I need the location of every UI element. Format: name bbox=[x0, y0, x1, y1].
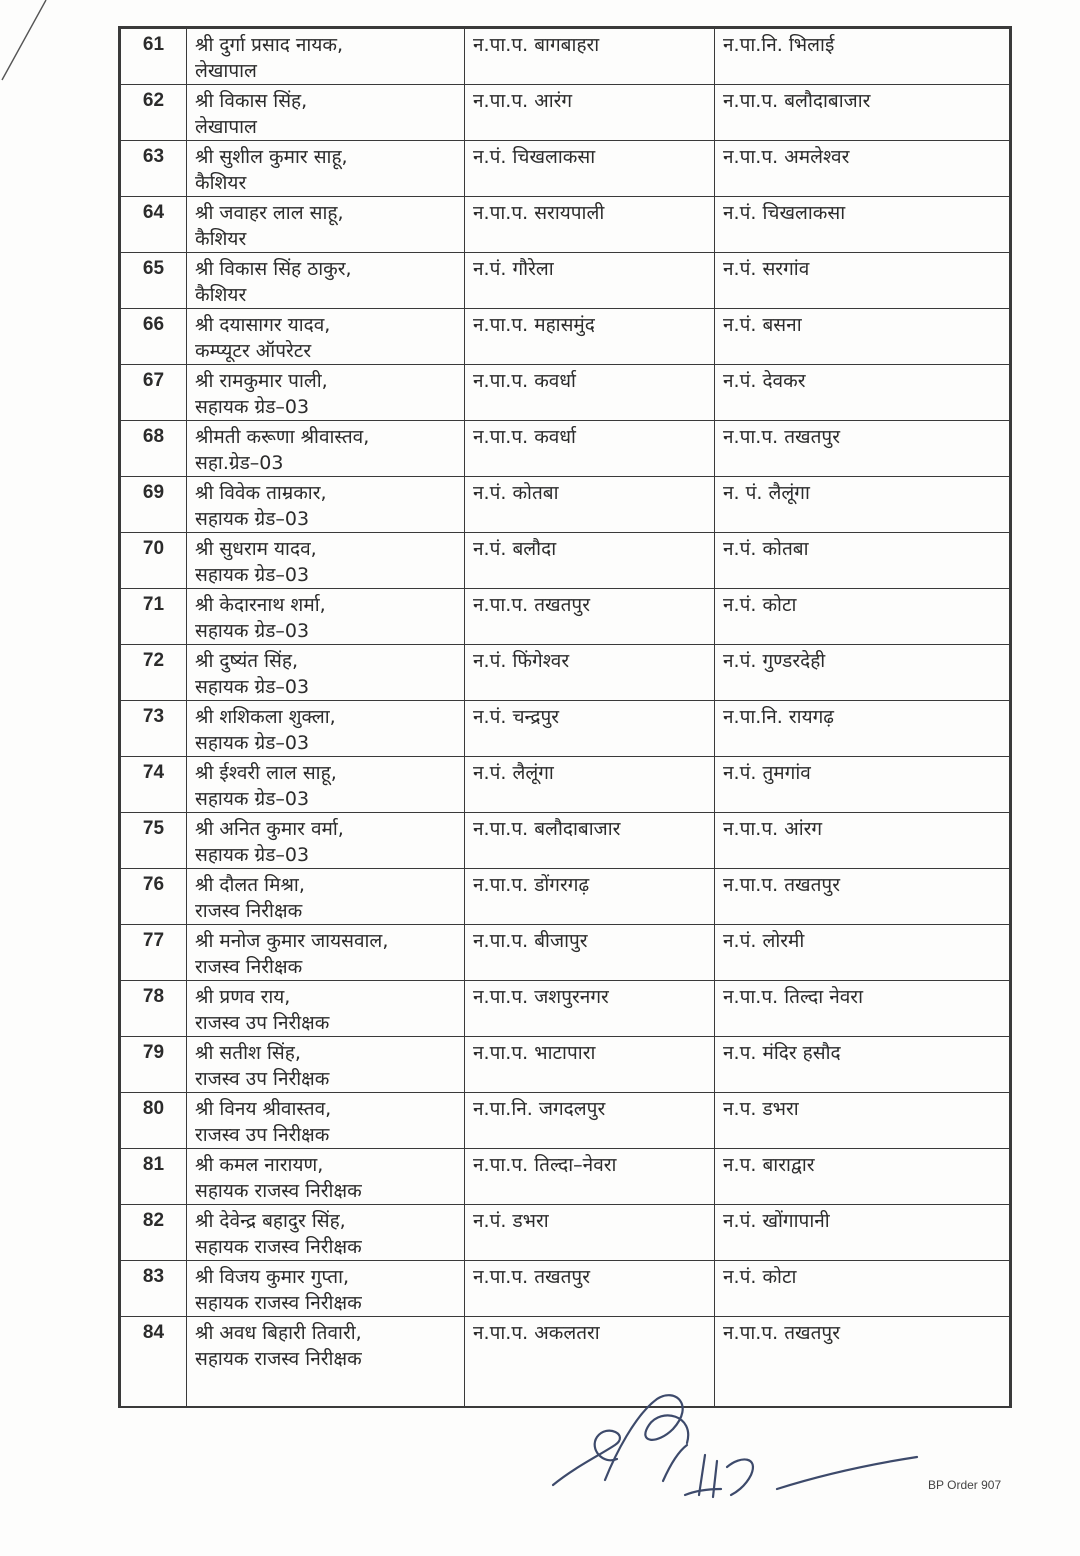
table-row bbox=[121, 309, 1010, 365]
employee-designation: सहायक ग्रेड–03 bbox=[195, 788, 310, 810]
current-posting-cell: न.पा.प. तखतपुर bbox=[465, 1261, 715, 1317]
employee-cell bbox=[187, 365, 465, 421]
employee-name: श्री रामकुमार पाली, bbox=[195, 370, 328, 392]
employee-cell bbox=[187, 421, 465, 477]
employee-designation: राजस्व उप निरीक्षक bbox=[195, 1124, 330, 1146]
new-posting-cell: न.प. डभरा bbox=[715, 1093, 1010, 1149]
employee-designation: कैशियर bbox=[195, 228, 247, 250]
employee-name: श्री कमल नारायण, bbox=[195, 1154, 324, 1176]
table-row bbox=[121, 197, 1010, 253]
serial-number-cell: 81 bbox=[121, 1149, 187, 1205]
employee-designation: लेखापाल bbox=[195, 116, 257, 138]
serial-number-cell: 77 bbox=[121, 925, 187, 981]
serial-number-cell: 76 bbox=[121, 869, 187, 925]
employee-name: श्री सुशील कुमार साहू, bbox=[195, 146, 348, 168]
employee-cell bbox=[187, 141, 465, 197]
table-row bbox=[121, 1149, 1010, 1205]
employee-cell bbox=[187, 1037, 465, 1093]
current-posting-cell: न.पा.प. बलौदाबाजार bbox=[465, 813, 715, 869]
table-row bbox=[121, 421, 1010, 477]
serial-number-cell: 69 bbox=[121, 477, 187, 533]
employee-designation: सहायक राजस्व निरीक्षक bbox=[195, 1348, 362, 1370]
employee-name: श्री विकास सिंह ठाकुर, bbox=[195, 258, 352, 280]
employee-designation: सहायक राजस्व निरीक्षक bbox=[195, 1180, 362, 1202]
serial-number-cell: 71 bbox=[121, 589, 187, 645]
employee-name: श्री विजय कुमार गुप्ता, bbox=[195, 1266, 350, 1288]
new-posting-cell: न.पा.प. तखतपुर bbox=[715, 869, 1010, 925]
employee-name: श्रीमती करूणा श्रीवास्तव, bbox=[195, 426, 370, 448]
employee-cell bbox=[187, 253, 465, 309]
serial-number-cell: 70 bbox=[121, 533, 187, 589]
current-posting-cell: न.पा.प. बागबाहरा bbox=[465, 29, 715, 85]
employee-cell bbox=[187, 1149, 465, 1205]
employee-name: श्री देवेन्द्र बहादुर सिंह, bbox=[195, 1210, 346, 1232]
current-posting-cell: न.पं. फिंगेश्वर bbox=[465, 645, 715, 701]
employee-designation: सहायक ग्रेड–03 bbox=[195, 508, 310, 530]
current-posting-cell: न.पा.प. महासमुंद bbox=[465, 309, 715, 365]
current-posting-cell: न.पा.प. कवर्धा bbox=[465, 421, 715, 477]
new-posting-cell: न.पा.प. आंरग bbox=[715, 813, 1010, 869]
current-posting-cell: न.पा.प. अकलतरा bbox=[465, 1317, 715, 1407]
serial-number-cell: 79 bbox=[121, 1037, 187, 1093]
employee-cell bbox=[187, 533, 465, 589]
new-posting-cell: न.पं. सरगांव bbox=[715, 253, 1010, 309]
employee-designation: सहायक ग्रेड–03 bbox=[195, 396, 310, 418]
employee-cell bbox=[187, 85, 465, 141]
current-posting-cell: न.पं. चिखलाकसा bbox=[465, 141, 715, 197]
employee-designation: सहायक राजस्व निरीक्षक bbox=[195, 1236, 362, 1258]
serial-number-cell: 63 bbox=[121, 141, 187, 197]
new-posting-cell: न.पं. कोटा bbox=[715, 1261, 1010, 1317]
new-posting-cell: न.पं. देवकर bbox=[715, 365, 1010, 421]
employee-name: श्री दुष्यंत सिंह, bbox=[195, 650, 299, 672]
employee-name: श्री विनय श्रीवास्तव, bbox=[195, 1098, 332, 1120]
employee-name: श्री दयासागर यादव, bbox=[195, 314, 331, 336]
employee-name: श्री ईश्वरी लाल साहू, bbox=[195, 762, 337, 784]
table-row bbox=[121, 645, 1010, 701]
handwritten-signature bbox=[545, 1385, 925, 1505]
employee-cell bbox=[187, 925, 465, 981]
table-row bbox=[121, 925, 1010, 981]
current-posting-cell: न.पा.प. कवर्धा bbox=[465, 365, 715, 421]
table-row bbox=[121, 757, 1010, 813]
current-posting-cell: न.पं. गौरेला bbox=[465, 253, 715, 309]
employee-cell bbox=[187, 1205, 465, 1261]
table-row bbox=[121, 141, 1010, 197]
serial-number-cell: 75 bbox=[121, 813, 187, 869]
employee-name: श्री दौलत मिश्रा, bbox=[195, 874, 305, 896]
employee-name: श्री दुर्गा प्रसाद नायक, bbox=[195, 34, 343, 56]
new-posting-cell: न.पं. बसना bbox=[715, 309, 1010, 365]
employee-name: श्री अवध बिहारी तिवारी, bbox=[195, 1322, 362, 1344]
employee-cell bbox=[187, 29, 465, 85]
new-posting-cell: न.पं. चिखलाकसा bbox=[715, 197, 1010, 253]
employee-designation: सहायक ग्रेड–03 bbox=[195, 620, 310, 642]
employee-cell bbox=[187, 981, 465, 1037]
employee-cell bbox=[187, 813, 465, 869]
current-posting-cell: न.पं. लैलूंगा bbox=[465, 757, 715, 813]
serial-number-cell: 64 bbox=[121, 197, 187, 253]
serial-number-cell: 62 bbox=[121, 85, 187, 141]
employee-cell bbox=[187, 701, 465, 757]
table-row bbox=[121, 253, 1010, 309]
employee-cell bbox=[187, 757, 465, 813]
table-row bbox=[121, 1205, 1010, 1261]
employee-name: श्री अनित कुमार वर्मा, bbox=[195, 818, 344, 840]
transfer-list-sheet bbox=[118, 26, 1012, 1408]
current-posting-cell: न.पा.प. तखतपुर bbox=[465, 589, 715, 645]
table-row bbox=[121, 533, 1010, 589]
employee-designation: राजस्व उप निरीक्षक bbox=[195, 1012, 330, 1034]
serial-number-cell: 84 bbox=[121, 1317, 187, 1407]
new-posting-cell: न.पा.प. बलौदाबाजार bbox=[715, 85, 1010, 141]
table-row bbox=[121, 869, 1010, 925]
employee-name: श्री शशिकला शुक्ला, bbox=[195, 706, 336, 728]
employee-cell bbox=[187, 1317, 465, 1407]
serial-number-cell: 82 bbox=[121, 1205, 187, 1261]
current-posting-cell: न.पं. बलौदा bbox=[465, 533, 715, 589]
current-posting-cell: न.पं. डभरा bbox=[465, 1205, 715, 1261]
employee-designation: राजस्व उप निरीक्षक bbox=[195, 1068, 330, 1090]
current-posting-cell: न.पा.प. तिल्दा–नेवरा bbox=[465, 1149, 715, 1205]
employee-designation: सहायक ग्रेड–03 bbox=[195, 676, 310, 698]
new-posting-cell: न.पा.प. अमलेश्वर bbox=[715, 141, 1010, 197]
current-posting-cell: न.पा.प. बीजापुर bbox=[465, 925, 715, 981]
serial-number-cell: 65 bbox=[121, 253, 187, 309]
current-posting-cell: न.पा.प. डोंगरगढ़ bbox=[465, 869, 715, 925]
current-posting-cell: न.पं. कोतबा bbox=[465, 477, 715, 533]
employee-designation: सहायक राजस्व निरीक्षक bbox=[195, 1292, 362, 1314]
current-posting-cell: न.पा.प. भाटापारा bbox=[465, 1037, 715, 1093]
new-posting-cell: न.पा.प. तखतपुर bbox=[715, 1317, 1010, 1407]
employee-designation: सहायक ग्रेड–03 bbox=[195, 844, 310, 866]
table-row bbox=[121, 1261, 1010, 1317]
new-posting-cell: न.पा.प. तखतपुर bbox=[715, 421, 1010, 477]
serial-number-cell: 83 bbox=[121, 1261, 187, 1317]
new-posting-cell: न.पं. तुमगांव bbox=[715, 757, 1010, 813]
table-row bbox=[121, 589, 1010, 645]
new-posting-cell: न.पा.नि. भिलाई bbox=[715, 29, 1010, 85]
serial-number-cell: 66 bbox=[121, 309, 187, 365]
employee-name: श्री सुधराम यादव, bbox=[195, 538, 317, 560]
employee-name: श्री जवाहर लाल साहू, bbox=[195, 202, 344, 224]
employee-name: श्री मनोज कुमार जायसवाल, bbox=[195, 930, 389, 952]
transfer-table bbox=[120, 28, 1010, 1408]
current-posting-cell: न.पा.प. सरायपाली bbox=[465, 197, 715, 253]
table-row bbox=[121, 981, 1010, 1037]
new-posting-cell: न.पं. खोंगापानी bbox=[715, 1205, 1010, 1261]
employee-name: श्री विवेक ताम्रकार, bbox=[195, 482, 327, 504]
serial-number-cell: 74 bbox=[121, 757, 187, 813]
table-row bbox=[121, 1037, 1010, 1093]
employee-cell bbox=[187, 197, 465, 253]
current-posting-cell: न.पं. चन्द्रपुर bbox=[465, 701, 715, 757]
table-row bbox=[121, 85, 1010, 141]
order-reference-label: BP Order 907 bbox=[928, 1478, 1002, 1492]
employee-designation: सहायक ग्रेड–03 bbox=[195, 732, 310, 754]
employee-cell bbox=[187, 869, 465, 925]
current-posting-cell: न.पा.नि. जगदलपुर bbox=[465, 1093, 715, 1149]
employee-designation: राजस्व निरीक्षक bbox=[195, 900, 303, 922]
serial-number-cell: 73 bbox=[121, 701, 187, 757]
employee-designation: कम्प्यूटर ऑपरेटर bbox=[195, 340, 312, 362]
table-row bbox=[121, 365, 1010, 421]
current-posting-cell: न.पा.प. जशपुरनगर bbox=[465, 981, 715, 1037]
employee-cell bbox=[187, 309, 465, 365]
employee-name: श्री केदारनाथ शर्मा, bbox=[195, 594, 326, 616]
new-posting-cell: न.प. बाराद्वार bbox=[715, 1149, 1010, 1205]
new-posting-cell: न.पं. कोटा bbox=[715, 589, 1010, 645]
serial-number-cell: 61 bbox=[121, 29, 187, 85]
employee-cell bbox=[187, 1093, 465, 1149]
table-row bbox=[121, 1093, 1010, 1149]
new-posting-cell: न.पं. गुण्डरदेही bbox=[715, 645, 1010, 701]
employee-designation: कैशियर bbox=[195, 172, 247, 194]
table-row bbox=[121, 701, 1010, 757]
serial-number-cell: 72 bbox=[121, 645, 187, 701]
transfer-table-body bbox=[121, 29, 1010, 1407]
serial-number-cell: 78 bbox=[121, 981, 187, 1037]
table-row bbox=[121, 477, 1010, 533]
employee-name: श्री सतीश सिंह, bbox=[195, 1042, 301, 1064]
employee-name: श्री विकास सिंह, bbox=[195, 90, 308, 112]
new-posting-cell: न.पं. लोरमी bbox=[715, 925, 1010, 981]
serial-number-cell: 68 bbox=[121, 421, 187, 477]
employee-designation: सहा.ग्रेड–03 bbox=[195, 452, 284, 474]
new-posting-cell: न.पा.प. तिल्दा नेवरा bbox=[715, 981, 1010, 1037]
serial-number-cell: 80 bbox=[121, 1093, 187, 1149]
serial-number-cell: 67 bbox=[121, 365, 187, 421]
new-posting-cell: न. पं. लैलूंगा bbox=[715, 477, 1010, 533]
employee-cell bbox=[187, 1261, 465, 1317]
employee-cell bbox=[187, 645, 465, 701]
current-posting-cell: न.पा.प. आरंग bbox=[465, 85, 715, 141]
employee-name: श्री प्रणव राय, bbox=[195, 986, 291, 1008]
table-row bbox=[121, 813, 1010, 869]
new-posting-cell: न.पा.नि. रायगढ़ bbox=[715, 701, 1010, 757]
employee-designation: लेखापाल bbox=[195, 60, 257, 82]
table-row bbox=[121, 29, 1010, 85]
new-posting-cell: न.प. मंदिर हसौद bbox=[715, 1037, 1010, 1093]
employee-cell bbox=[187, 589, 465, 645]
employee-cell bbox=[187, 477, 465, 533]
employee-designation: सहायक ग्रेड–03 bbox=[195, 564, 310, 586]
page-edge-stroke bbox=[0, 0, 60, 90]
employee-designation: राजस्व निरीक्षक bbox=[195, 956, 303, 978]
new-posting-cell: न.पं. कोतबा bbox=[715, 533, 1010, 589]
employee-designation: कैशियर bbox=[195, 284, 247, 306]
